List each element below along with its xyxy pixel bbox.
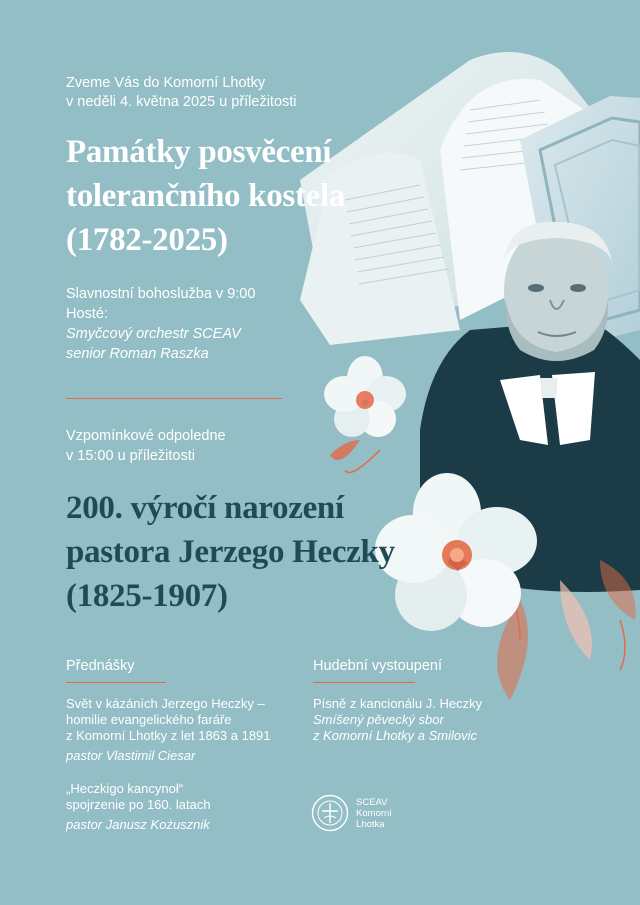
lecture-1-line-2: homilie evangelického faráře xyxy=(66,712,232,727)
afternoon-line-1: Vzpomínkové odpoledne xyxy=(66,428,226,444)
lecture-2-line-2: spojrzenie po 160. latach xyxy=(66,797,211,812)
lecture-1-line-1: Svět v kázáních Jerzego Heczky – xyxy=(66,696,265,711)
music-line-1: Písně z kancionálu J. Heczky xyxy=(313,696,483,711)
lecture-item xyxy=(66,781,211,833)
guests-label: Hosté: xyxy=(66,306,108,322)
music-line-2: Smíšený pěvecký sbor xyxy=(313,712,444,727)
main-title xyxy=(66,130,345,262)
lecture-2-speaker: pastor Janusz Kożusznik xyxy=(66,817,210,832)
logo-line-3: Lhotka xyxy=(356,819,385,830)
anniversary-title-line-3: (1825-1907) xyxy=(66,578,228,614)
sceav-logo xyxy=(311,794,349,837)
lecture-1-speaker: pastor Vlastimil Ciesar xyxy=(66,748,196,763)
guest-1: Smyčcový orchestr SCEAV xyxy=(66,326,241,342)
anniversary-title xyxy=(66,486,395,618)
afternoon-line-2: v 15:00 u příležitosti xyxy=(66,448,195,464)
lecture-2-line-1: „Heczkigo kancynoł“ xyxy=(66,781,184,796)
music-line-3: z Komorní Lhotky a Smilovic xyxy=(313,728,478,743)
main-title-line-2: tolerančního kostela xyxy=(66,178,346,214)
music-item xyxy=(313,696,482,744)
service-info xyxy=(66,284,255,364)
section-divider xyxy=(66,398,282,399)
intro-line-1: Zveme Vás do Komorní Lhotky xyxy=(66,75,266,91)
anniversary-title-line-2: pastora Jerzego Heczky xyxy=(66,534,395,570)
intro-line-2: v neděli 4. května 2025 u příležitosti xyxy=(66,94,297,110)
church-seal-icon xyxy=(311,794,349,832)
logo-text xyxy=(356,797,392,830)
guest-2: senior Roman Raszka xyxy=(66,346,209,362)
lectures-heading: Přednášky xyxy=(66,658,135,674)
service-time: Slavnostní bohoslužba v 9:00 xyxy=(66,286,256,302)
lecture-item xyxy=(66,696,271,764)
lecture-1-line-3: z Komorní Lhotky z let 1863 a 1891 xyxy=(66,728,271,743)
music-heading: Hudební vystoupení xyxy=(313,658,442,674)
main-title-line-3: (1782-2025) xyxy=(66,222,228,258)
lectures-rule xyxy=(66,682,166,683)
logo-line-2: Komorní xyxy=(356,808,392,819)
music-rule xyxy=(313,682,415,683)
intro-text xyxy=(66,74,297,112)
afternoon-info xyxy=(66,426,226,466)
anniversary-title-line-1: 200. výročí narození xyxy=(66,490,344,526)
main-title-line-1: Památky posvěcení xyxy=(66,134,332,170)
logo-line-1: SCEAV xyxy=(356,797,388,808)
